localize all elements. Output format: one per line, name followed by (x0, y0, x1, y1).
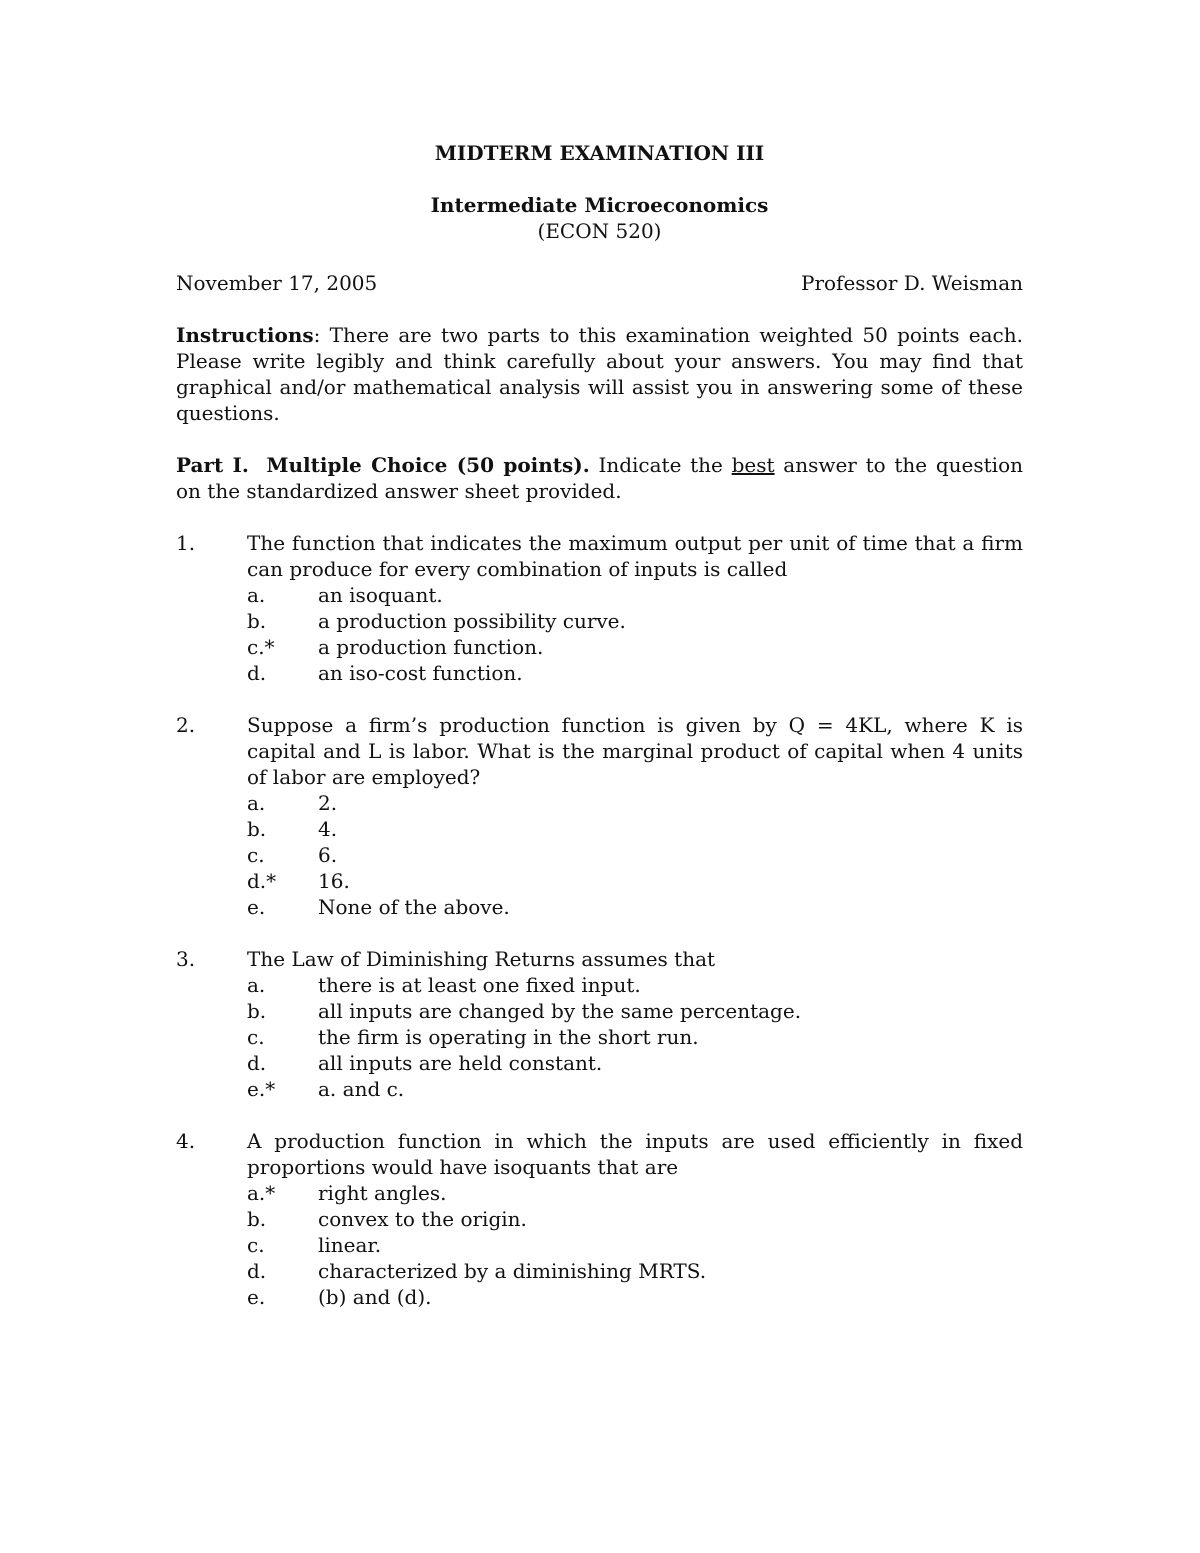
answer-option (247, 1232, 1023, 1258)
option-label: e.* (247, 1077, 276, 1101)
part1-intro (176, 452, 1023, 504)
option-text: None of the above. (318, 895, 510, 919)
answer-option (247, 1258, 1023, 1284)
answer-option (247, 1206, 1023, 1232)
question-number: 3. (176, 947, 196, 971)
answer-option (247, 1024, 1023, 1050)
option-text: right angles. (318, 1181, 447, 1205)
option-text: all inputs are changed by the same percentage. (318, 999, 802, 1023)
course-name: Intermediate Microeconomics (430, 193, 769, 217)
option-label: a. (247, 791, 266, 815)
question-body (247, 712, 1023, 920)
exam-date: November 17, 2005 (176, 271, 378, 295)
option-label: b. (247, 817, 267, 841)
option-label: d. (247, 661, 267, 685)
answer-option (247, 608, 1023, 634)
part1-text-before: Indicate the (589, 453, 732, 477)
option-label: d.* (247, 869, 277, 893)
answer-option (247, 1284, 1023, 1310)
answer-option (247, 1050, 1023, 1076)
question-number: 1. (176, 531, 196, 555)
option-label: a.* (247, 1181, 276, 1205)
question-body (247, 530, 1023, 686)
question-list (176, 530, 1023, 1310)
part1-emphasis: best (731, 453, 775, 477)
option-text: 4. (318, 817, 338, 841)
answer-option (247, 790, 1023, 816)
answer-option (247, 660, 1023, 686)
option-label: e. (247, 895, 266, 919)
instructions-label: Instructions (176, 323, 314, 347)
answer-option (247, 1076, 1023, 1102)
answer-option (247, 582, 1023, 608)
course-code: (ECON 520) (537, 219, 662, 243)
question-body (247, 946, 1023, 1102)
option-text: 2. (318, 791, 338, 815)
question-item (176, 1128, 1023, 1310)
question-number: 4. (176, 1129, 196, 1153)
option-label: c.* (247, 635, 275, 659)
option-text: (b) and (d). (318, 1285, 432, 1309)
option-label: d. (247, 1051, 267, 1075)
option-label: c. (247, 1233, 265, 1257)
answer-option (247, 972, 1023, 998)
question-text: The Law of Diminishing Returns assumes that (247, 947, 716, 971)
part1-heading-part: Part I. (176, 453, 249, 477)
option-text: a production possibility curve. (318, 609, 626, 633)
answer-option (247, 894, 1023, 920)
option-text: all inputs are held constant. (318, 1051, 603, 1075)
question-text: A production function in which the inputs are used efficiently in fixed proportions would have isoquants that are (247, 1129, 1023, 1179)
question-text: The function that indicates the maximum output per unit of time that a firm can produce for every combination of inputs is called (247, 531, 1023, 581)
exam-title: MIDTERM EXAMINATION III (434, 141, 765, 165)
instructions-paragraph (176, 322, 1023, 426)
part1-heading-title: Multiple Choice (50 points). (266, 453, 590, 477)
option-label: d. (247, 1259, 267, 1283)
option-label: a. (247, 973, 266, 997)
option-text: a. and c. (318, 1077, 405, 1101)
option-text: convex to the origin. (318, 1207, 527, 1231)
question-number: 2. (176, 713, 196, 737)
option-text: an iso-cost function. (318, 661, 523, 685)
instructions-text: : There are two parts to this examination weighted 50 points each. Please write legibly and think carefully about your answers. You may find that graphical and/or mathematical analysis will assist you in answering some of these questions. (176, 323, 1023, 425)
answer-option (247, 868, 1023, 894)
option-text: 6. (318, 843, 338, 867)
option-label: b. (247, 999, 267, 1023)
option-label: c. (247, 843, 265, 867)
professor-name: Professor D. Weisman (800, 271, 1023, 295)
option-text: there is at least one fixed input. (318, 973, 641, 997)
option-text: a production function. (318, 635, 544, 659)
part1-text-after: answer to the question on the standardized answer sheet provided. (176, 453, 1023, 503)
option-label: c. (247, 1025, 265, 1049)
answer-option (247, 634, 1023, 660)
answer-option (247, 1180, 1023, 1206)
option-label: e. (247, 1285, 266, 1309)
exam-content (176, 140, 1023, 1310)
answer-option (247, 998, 1023, 1024)
option-label: a. (247, 583, 266, 607)
question-text: Suppose a firm’s production function is given by Q = 4KL, where K is capital and L is labor. What is the marginal product of capital when 4 units of labor are employed? (247, 713, 1023, 789)
question-item (176, 712, 1023, 920)
option-label: b. (247, 609, 267, 633)
question-item (176, 530, 1023, 686)
option-text: linear. (318, 1233, 382, 1257)
option-label: b. (247, 1207, 267, 1231)
option-text: an isoquant. (318, 583, 443, 607)
answer-option (247, 842, 1023, 868)
answer-option (247, 816, 1023, 842)
question-item (176, 946, 1023, 1102)
option-text: the firm is operating in the short run. (318, 1025, 699, 1049)
option-text: 16. (318, 869, 350, 893)
course-block (176, 192, 1023, 244)
question-body (247, 1128, 1023, 1310)
exam-meta (176, 270, 1023, 296)
option-text: characterized by a diminishing MRTS. (318, 1259, 707, 1283)
